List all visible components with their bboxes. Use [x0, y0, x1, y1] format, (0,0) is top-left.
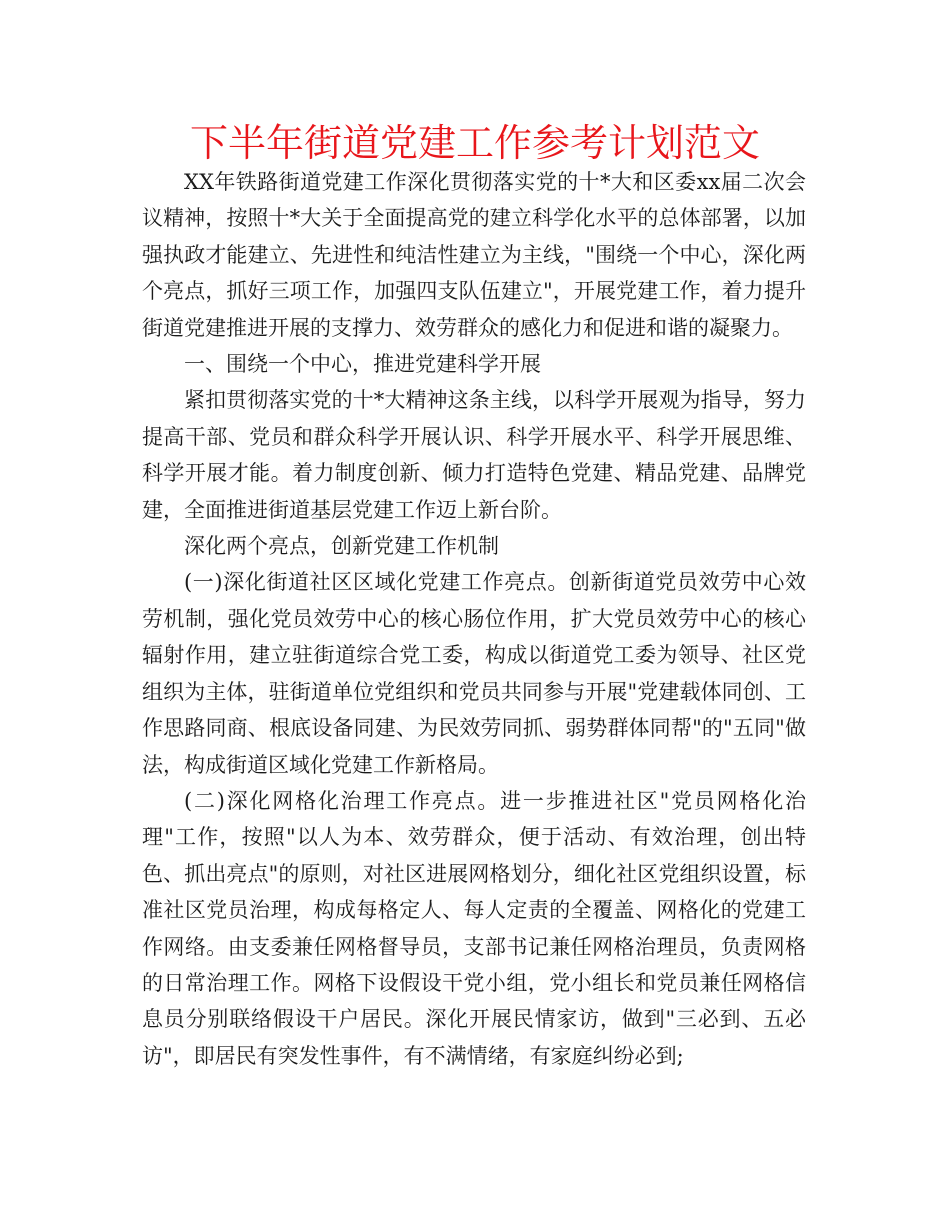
document-body [142, 164, 806, 1074]
paragraph-subsection-one: (一)深化街道社区区域化党建工作亮点。创新街道党员效劳中心效劳机制，强化党员效劳中心的核心肠位作用，扩大党员效劳中心的核心辐射作用，建立驻街道综合党工委，构成以街道党工委为领导、社区党组织为主体，驻街道单位党组织和党员共同参与开展"党建载体同创、工作思路同商、根底设备同建、为民效劳同抓、弱势群体同帮"的"五同"做法，构成街道区域化党建工作新格局。 [142, 570, 806, 777]
paragraph-section-one: 紧扣贯彻落实党的十*大精神这条主线，以科学开展观为指导，努力提高干部、党员和群众科学开展认识、科学开展水平、科学开展思维、科学开展才能。着力制度创新、倾力打造特色党建、精品党建、品牌党建，全面推进街道基层党建工作迈上新台阶。 [142, 388, 806, 522]
section-heading-two: 深化两个亮点，创新党建工作机制 [184, 534, 499, 559]
document-title: 下半年街道党建工作参考计划范文 [189, 121, 760, 165]
section-heading-one: 一、围绕一个中心，推进党建科学开展 [184, 352, 541, 377]
paragraph-subsection-two: (二)深化网格化治理工作亮点。进一步推进社区"党员网格化治理"工作，按照"以人为本、效劳群众，便于活动、有效治理，创出特色、抓出亮点"的原则，对社区进展网格划分，细化社区党组织设置，标准社区党员治理，构成每格定人、每人定责的全覆盖、网格化的党建工作网络。由支委兼任网格督导员，支部书记兼任网格治理员，负责网格的日常治理工作。网格下设假设干党小组，党小组长和党员兼任网格信息员分别联络假设干户居民。深化开展民情家访，做到"三必到、五必访"，即居民有突发性事件，有不满情绪，有家庭纠纷必到; [142, 788, 806, 1068]
paragraph-intro: XX年铁路街道党建工作深化贯彻落实党的十*大和区委xx届二次会议精神，按照十*大关于全面提高党的建立科学化水平的总体部署，以加强执政才能建立、先进性和纯洁性建立为主线，"围绕一个中心，深化两个亮点，抓好三项工作，加强四支队伍建立"，开展党建工作，着力提升街道党建推进开展的支撑力、效劳群众的感化力和促进和谐的凝聚力。 [142, 170, 806, 340]
